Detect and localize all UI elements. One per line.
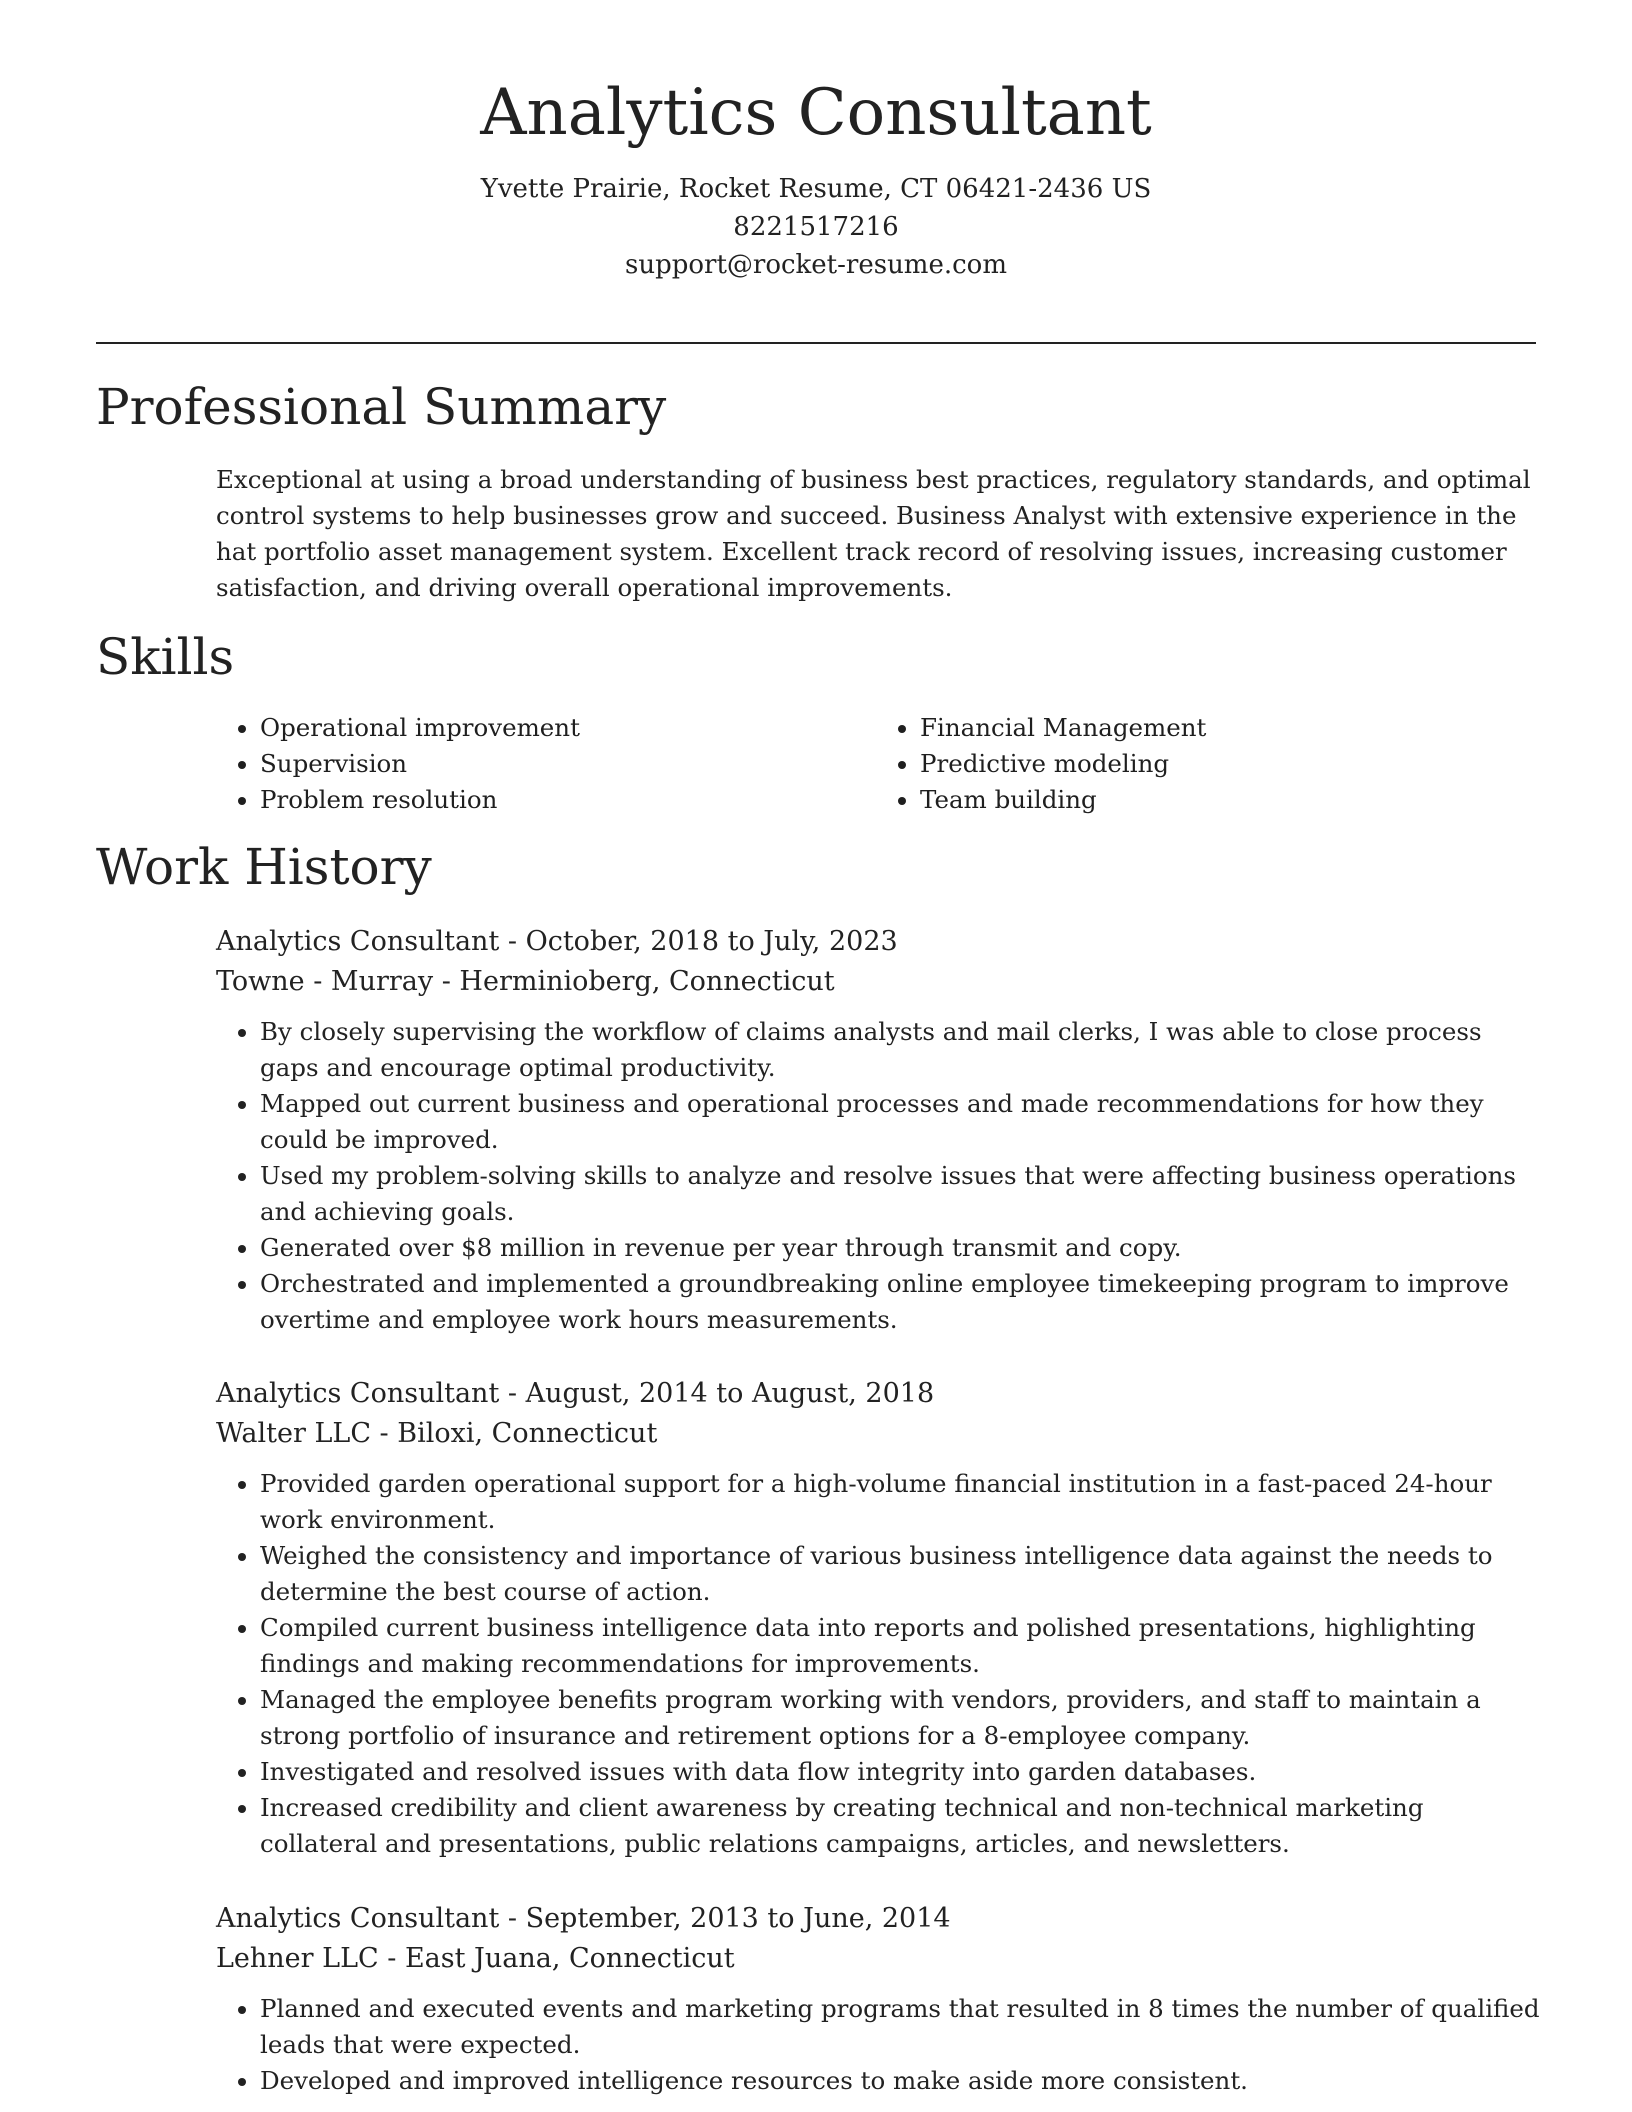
job-company-line: Walter LLC - Biloxi, Connecticut	[216, 1418, 658, 1449]
resume-header	[0, 0, 1632, 284]
job-entry	[216, 1374, 1540, 1862]
skill-item: • Predictive modeling	[920, 746, 1536, 782]
job-bullet: • Generated over $8 million in revenue per year through transmit and copy.	[260, 1230, 1540, 1266]
skill-item: • Operational improvement	[260, 710, 876, 746]
job-bullet: • Mapped out current business and operational processes and made recommendations for how they could be improved.	[260, 1086, 1540, 1158]
job-entry	[216, 922, 1540, 1338]
job-bullet: • Orchestrated and implemented a groundbreaking online employee timekeeping program to improve overtime and employee work hours measurements.	[260, 1266, 1540, 1338]
skill-item: • Problem resolution	[260, 782, 876, 818]
skill-item: • Supervision	[260, 746, 876, 782]
section-title-skills: Skills	[96, 628, 235, 686]
job-title-line: Analytics Consultant - September, 2013 to June, 2014	[216, 1903, 951, 1934]
skills-list	[216, 710, 1536, 818]
resume-name: Analytics Consultant	[480, 76, 1152, 150]
skill-item: • Financial Management	[920, 710, 1536, 746]
job-title-line: Analytics Consultant - October, 2018 to July, 2023	[216, 926, 898, 957]
job-entry	[216, 1899, 1540, 2099]
job-bullets	[216, 1014, 1540, 1338]
job-bullet: • Planned and executed events and marketing programs that resulted in 8 times the number of qualified leads that were expected.	[260, 1991, 1540, 2063]
job-bullet: • Investigated and resolved issues with data flow integrity into garden databases.	[260, 1754, 1540, 1790]
section-title-work-history: Work History	[96, 838, 432, 896]
summary-text: Exceptional at using a broad understanding of business best practices, regulatory standards, and optimal control systems to help businesses grow and succeed. Business Analyst with extensive experience in the hat portfolio asset management system. Excellent track record of resolving issues, increasing customer satisfaction, and driving overall operational improvements.	[216, 465, 1531, 602]
header-divider	[96, 342, 1536, 344]
job-bullet: • Weighed the consistency and importance of various business intelligence data against the needs to determine the best course of action.	[260, 1538, 1540, 1610]
section-title-summary: Professional Summary	[96, 378, 667, 436]
contact-phone: 8221517216	[733, 212, 899, 243]
job-bullet: • Increased credibility and client awareness by creating technical and non-technical marketing collateral and presentations, public relations campaigns, articles, and newsletters.	[260, 1790, 1540, 1862]
job-bullet: • Managed the employee benefits program working with vendors, providers, and staff to maintain a strong portfolio of insurance and retirement options for a 8-employee company.	[260, 1682, 1540, 1754]
skill-item: • Team building	[920, 782, 1536, 818]
job-bullet: • Developed and improved intelligence resources to make aside more consistent.	[260, 2063, 1540, 2099]
job-company-line: Towne - Murray - Herminioberg, Connecticut	[216, 966, 835, 997]
contact-email: support@rocket-resume.com	[624, 250, 1007, 281]
job-bullet: • Compiled current business intelligence data into reports and polished presentations, highlighting findings and making recommendations for improvements.	[260, 1610, 1540, 1682]
skills-column-left	[216, 710, 876, 818]
contact-address: Yvette Prairie, Rocket Resume, CT 06421-2436 US	[480, 174, 1152, 205]
job-bullet: • Used my problem-solving skills to analyze and resolve issues that were affecting business operations and achieving goals.	[260, 1158, 1540, 1230]
job-title-line: Analytics Consultant - August, 2014 to August, 2018	[216, 1378, 935, 1409]
job-company-line: Lehner LLC - East Juana, Connecticut	[216, 1943, 735, 1974]
skills-column-right	[876, 710, 1536, 818]
job-bullets	[216, 1991, 1540, 2099]
job-bullets	[216, 1466, 1540, 1862]
job-bullet: • By closely supervising the workflow of claims analysts and mail clerks, I was able to close process gaps and encourage optimal productivity.	[260, 1014, 1540, 1086]
job-bullet: • Provided garden operational support for a high-volume financial institution in a fast-paced 24-hour work environment.	[260, 1466, 1540, 1538]
